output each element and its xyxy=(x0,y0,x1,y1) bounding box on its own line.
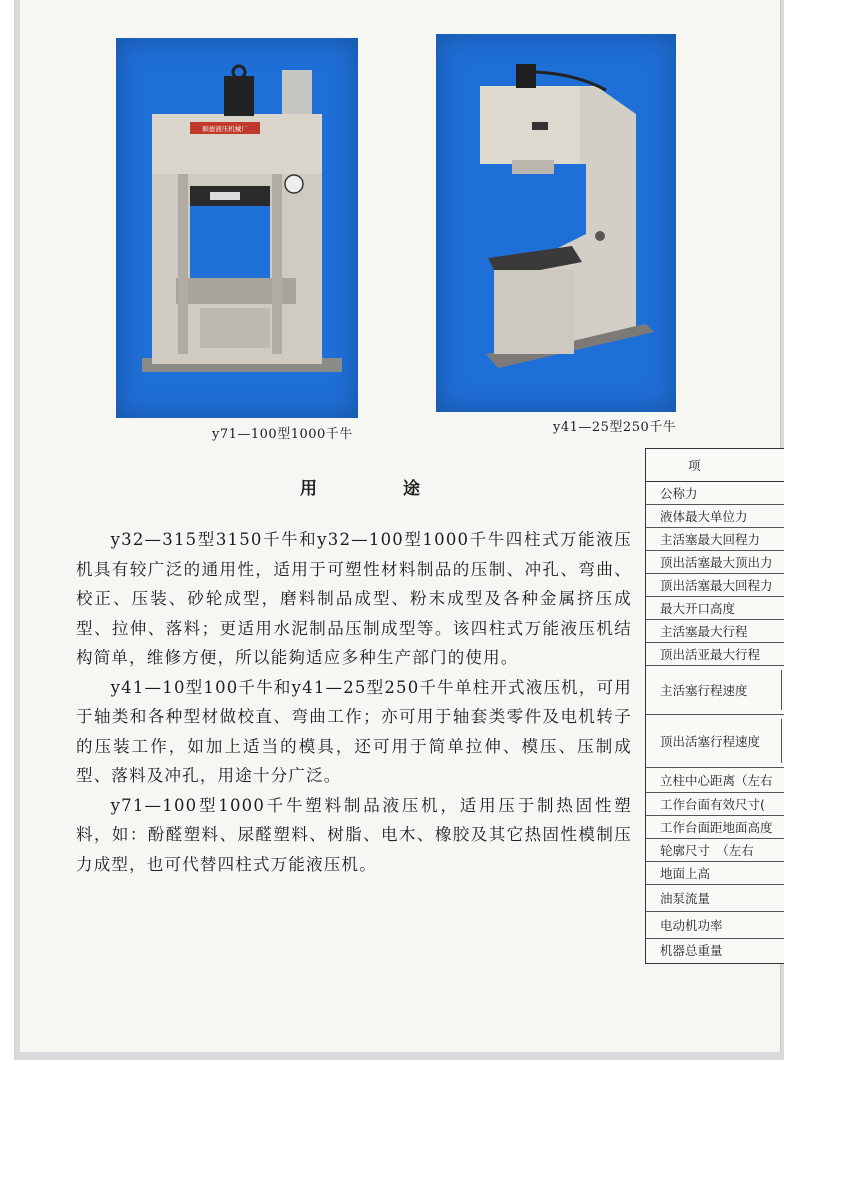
paragraph-plastic-press: y71—100型1000千牛塑料制品液压机，适用压于制热固性塑料，如：酚醛塑料、尿醛塑料、树脂、电木、橡胶及其它热固性模制压力成型，也可代替四柱式万能液压机。 xyxy=(76,795,632,874)
photo-y71-press xyxy=(116,38,358,418)
usage-description xyxy=(76,525,632,879)
page-edge-crop xyxy=(784,0,849,1060)
spec-row: 最大开口高度 xyxy=(646,597,849,620)
spec-row: 工作台面距地面高度 xyxy=(646,816,849,839)
spec-row: 机器总重量 xyxy=(660,943,723,958)
spec-row: 轮廓尺寸 （左右 xyxy=(646,839,849,862)
spec-row: 顶出活亚最大行程 xyxy=(646,643,849,666)
spec-row: 公称力 xyxy=(646,482,849,505)
spec-row: 顶出活塞最大回程力 xyxy=(646,574,849,597)
spec-row: 主活塞最大回程力 xyxy=(646,528,849,551)
spec-row: 主活塞最大行程 xyxy=(646,620,849,643)
spec-row: 工作台面有效尺寸( xyxy=(646,793,849,816)
spec-row: 主活塞行程速度 xyxy=(646,666,849,715)
heading-char-1: 用 xyxy=(300,479,317,499)
photo-y41-press xyxy=(436,34,676,412)
photo-caption-y41: y41—25型250千牛 xyxy=(553,420,677,435)
y71-press-illustration xyxy=(116,38,358,418)
heading-char-2: 途 xyxy=(403,479,420,499)
paragraph-four-column-press: y32—315型3150千牛和y32—100型1000千牛四柱式万能液压机具有较广泛的通用性，适用于可塑性材料制品的压制、冲孔、弯曲、校正、压装、砂轮成型，磨料制品成型、粉末成型及各种金属挤压成型、拉伸、落料；更适用水泥制品压制成型等。该四柱式万能液压机结构简单，维修方便，所以能夠适应多种生产部门的使用。 xyxy=(76,530,632,667)
section-heading xyxy=(300,474,420,499)
spec-row: 顶出活塞行程速度 xyxy=(646,715,849,768)
y41-press-illustration xyxy=(436,34,676,412)
spec-row: 电动机功率 xyxy=(646,912,849,939)
spec-row: 立柱中心距离（左右 xyxy=(646,768,849,793)
paragraph-single-column-press: y41—10型100千牛和y41—25型250千牛单柱开式液压机，可用于轴类和各种型材做校直、弯曲工作；亦可用于轴套类零件及电机转子的压装工作，如加上适当的模具，还可用于简单拉伸、模压、压制成型、落料及冲孔，用途十分广泛。 xyxy=(76,677,632,785)
photo-caption-y71: y71—100型1000千牛 xyxy=(212,427,353,442)
spec-table-header: 项 xyxy=(646,449,849,482)
spec-row: 地面上高 xyxy=(646,862,849,885)
nameplate-text: 顺德液压机械厂 xyxy=(202,125,248,133)
spec-row: 油泵流量 xyxy=(646,885,849,912)
spec-row: 顶出活塞最大顶出力 xyxy=(646,551,849,574)
spec-row: 液体最大单位力 xyxy=(646,505,849,528)
